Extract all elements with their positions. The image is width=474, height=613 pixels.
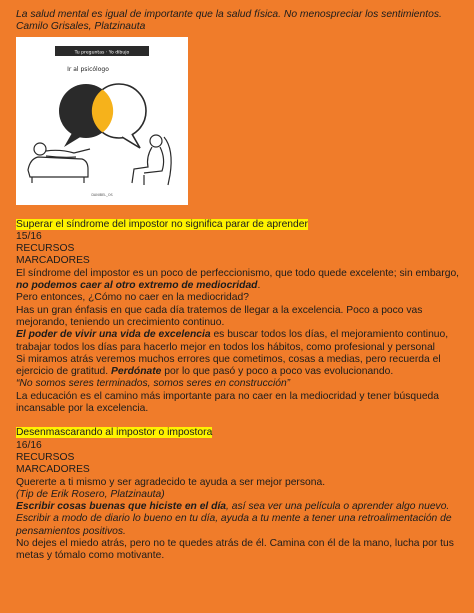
patient-body-icon (46, 149, 90, 153)
section2-paragraph-3: No dejes el miedo atrás, pero no te quedes atrás de él. Camina con él de la mano, lucha por tus metas y tómalo como motivante. (16, 538, 454, 562)
illustration-signature: DANIBEL_OS (91, 192, 113, 197)
section2-progress: 16/16 (16, 439, 42, 451)
section1-emphasis-4: Perdónate (111, 366, 162, 378)
section1-quote: “No somos seres terminados, somos seres en construcción” (16, 378, 291, 390)
section1-title: Superar el síndrome del impostor no significa parar de aprender (16, 218, 308, 230)
section1-question-heading: Pero entonces, ¿Cómo no caer en la mediocridad? (16, 292, 249, 304)
chair-icon (164, 137, 171, 185)
illustration-caption: Ir al psicólogo (67, 65, 109, 73)
section2-title: Desenmascarando al impostor o impostora (16, 427, 213, 439)
section1-paragraph-4: Si miramos atrás veremos muchos errores que cometimos, cosas a medias, pero recuerda el ejercicio de gratitud. Perdónate por lo que pasó y poco a poco vas evolucionando. (16, 353, 441, 378)
section2-bookmarks-link[interactable]: MARCADORES (16, 464, 90, 476)
quote-text: La salud mental es igual de importante que la salud física. No menospreciar los sentimientos. (16, 9, 442, 20)
section2-emphasis-2: Escribir cosas buenas que hiciste en el día (16, 501, 227, 513)
banner-text: Tu preguntas · Yo dibujo (74, 50, 130, 56)
therapy-illustration (16, 37, 188, 205)
therapist-head-icon (150, 135, 162, 147)
section-spacer (16, 415, 462, 427)
section2-resources-link[interactable]: RECURSOS (16, 451, 75, 463)
section1-paragraph-1: El síndrome del impostor es un poco de perfeccionismo, que todo quede excelente; sin embargo, no podemos caer al otro extremo de mediocridad. (16, 267, 460, 292)
patient-head-icon (34, 143, 46, 155)
section1-emphasis-3: El poder de vivir una vida de excelencia (16, 329, 211, 341)
section1-resources-link[interactable]: RECURSOS (16, 243, 75, 255)
document-content (16, 9, 462, 563)
section2-paragraph-2: Escribir cosas buenas que hiciste en el día, así sea ver una película o aprender algo nuevo. Escribir a modo de diario lo bueno en tu día, ayuda a tu mente a tener una retroalimentación de pensamientos positivos. (16, 501, 452, 537)
section2-title-line (16, 427, 462, 439)
therapist-body-icon (132, 147, 152, 183)
section1-bookmarks-link[interactable]: MARCADORES (16, 255, 90, 267)
section1-emphasis-1: no podemos caer al otro extremo de mediocridad (16, 280, 258, 292)
section1-paragraph-3: El poder de vivir una vida de excelencia es buscar todos los días, el mejoramiento continuo, trabajar todos los días para hacerlo mejor en todos los hábitos, como profesional y personal (16, 329, 449, 353)
section2-paragraph-1: Quererte a ti mismo y ser agradecido te ayuda a ser mejor persona. (16, 476, 326, 488)
section2-tip: (Tip de Erik Rosero, Platzinauta) (16, 488, 165, 500)
couch-icon (28, 157, 88, 177)
section1-title-line (16, 219, 462, 231)
section1-progress: 15/16 (16, 230, 42, 242)
quote-author: Camilo Grisales, Platzinauta (16, 21, 146, 33)
section1-paragraph-2: Has un gran énfasis en que cada día tratemos de llegar a la excelencia. Poco a poco vas mejorando, teniendo un crecimiento continuo. (16, 304, 423, 328)
illustration-drawing (16, 37, 188, 205)
section1-paragraph-5: La educación es el camino más importante para no caer en la mediocridad y tener búsqueda incansable por la excelencia. (16, 390, 439, 415)
